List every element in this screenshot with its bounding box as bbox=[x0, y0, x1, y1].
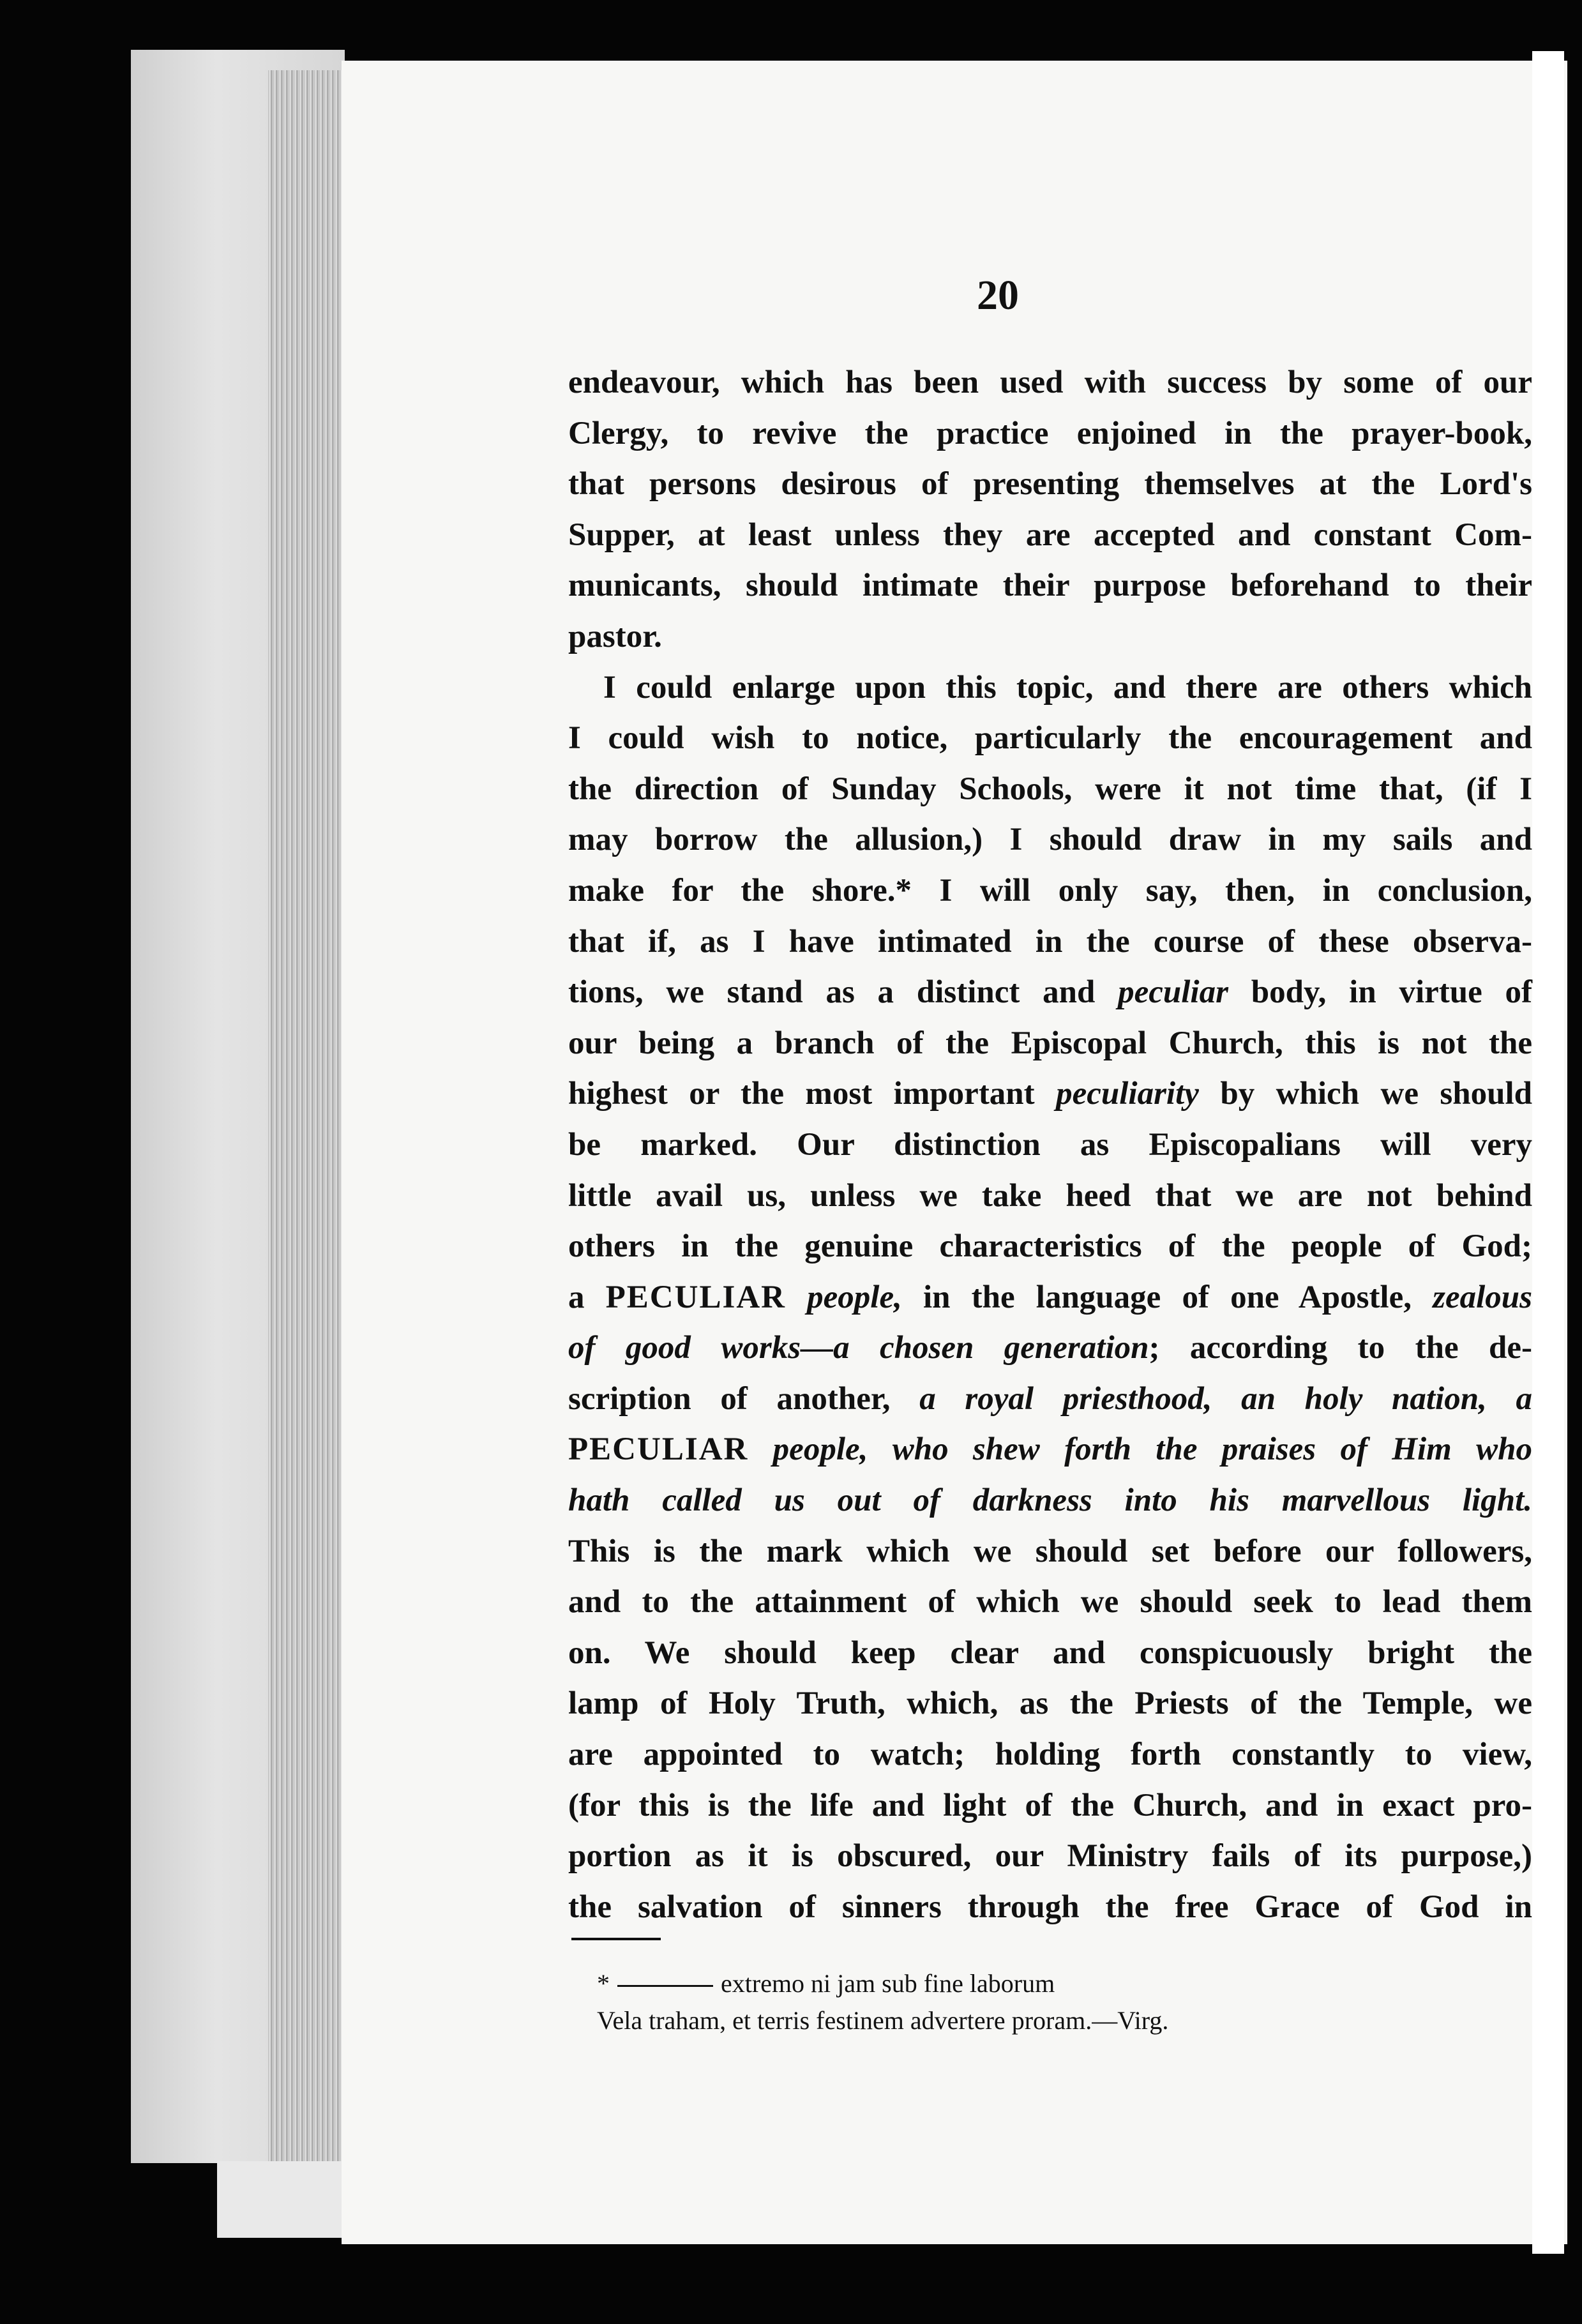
text-line bbox=[568, 1424, 1532, 1475]
footnote-marker: * bbox=[597, 1969, 610, 1998]
text-segment: scription of another, bbox=[568, 1380, 891, 1417]
text-line: others in the genuine characteristics of the people of God; bbox=[568, 1228, 1532, 1265]
text-line bbox=[568, 1374, 1532, 1425]
text-line: I could wish to notice, particularly the encouragement and bbox=[568, 720, 1532, 757]
text-line: lamp of Holy Truth, which, as the Priests of the Temple, we bbox=[568, 1686, 1532, 1722]
italic-segment: peculiar bbox=[1118, 974, 1228, 1011]
text-line: Supper, at least unless they are accepted and constant Com- bbox=[568, 517, 1532, 553]
text-line: endeavour, which has been used with success by some of our bbox=[568, 365, 1532, 400]
text-line: that persons desirous of presenting themselves at the Lord's bbox=[568, 466, 1532, 502]
italic-segment: people, bbox=[786, 1279, 902, 1315]
body-text bbox=[568, 358, 1532, 1933]
text-line: be marked. Our distinction as Episcopalians will very bbox=[568, 1126, 1532, 1163]
text-line: This is the mark which we should set before our followers, bbox=[568, 1533, 1532, 1569]
page-number: 20 bbox=[977, 272, 1019, 319]
text-line bbox=[568, 1272, 1532, 1324]
text-line: I could enlarge upon this topic, and there are others which bbox=[603, 669, 1532, 706]
text-segment: tions, we stand as a distinct and bbox=[568, 974, 1096, 1011]
right-page-edge bbox=[1532, 51, 1564, 2254]
italic-segment: zealous bbox=[1433, 1279, 1532, 1315]
italic-segment: people, who shew forth the praises of Him who bbox=[748, 1431, 1532, 1468]
italic-segment: peculiarity bbox=[1056, 1076, 1199, 1112]
text-line: that if, as I have intimated in the course of these observa- bbox=[568, 923, 1532, 960]
footnote-line bbox=[597, 1965, 1427, 2002]
text-line bbox=[568, 1069, 1532, 1120]
footnote-dash bbox=[617, 1985, 713, 1987]
text-line: on. We should keep clear and conspicuously bright the bbox=[568, 1634, 1532, 1671]
text-line: little avail us, unless we take heed that we are not behind bbox=[568, 1177, 1532, 1214]
text-line: municants, should intimate their purpose beforehand to their bbox=[568, 568, 1532, 604]
text-line: the salvation of sinners through the free Grace of God in bbox=[568, 1889, 1532, 1925]
text-line: hath called us out of darkness into his marvellous light. bbox=[568, 1483, 1532, 1519]
small-caps-segment: PECULIAR bbox=[568, 1431, 749, 1468]
footnote-text: extremo ni jam sub fine laborum bbox=[721, 1969, 1055, 1998]
text-line: pastor. bbox=[568, 618, 662, 654]
text-segment: body, in virtue of bbox=[1228, 974, 1532, 1011]
text-segment: by which we should bbox=[1198, 1076, 1533, 1112]
text-line: make for the shore.* I will only say, then, in conclusion, bbox=[568, 872, 1532, 909]
italic-segment: a bbox=[1486, 1380, 1533, 1417]
page-stack-edge bbox=[268, 70, 345, 2215]
text-line: are appointed to watch; holding forth constantly to view, bbox=[568, 1737, 1532, 1773]
text-segment: highest or the most important bbox=[568, 1076, 1035, 1112]
text-line: portion as it is obscured, our Ministry fails of its purpose,) bbox=[568, 1838, 1532, 1875]
text-segment: in the language of one Apostle, bbox=[901, 1279, 1433, 1315]
footnote-line: Vela traham, et terris festinem advertere proram.—Virg. bbox=[597, 2006, 1169, 2035]
text-line: (for this is the life and light of the Church, and in exact pro- bbox=[568, 1787, 1532, 1823]
text-line bbox=[568, 1323, 1532, 1374]
text-line: the direction of Sunday Schools, were it not time that, (if I bbox=[568, 771, 1532, 807]
text-line: Clergy, to revive the practice enjoined in the prayer-book, bbox=[568, 415, 1532, 451]
italic-segment: of good works—a chosen generation bbox=[568, 1330, 1149, 1366]
small-caps-segment: PECULIAR bbox=[605, 1279, 786, 1315]
text-line: may borrow the allusion,) I should draw in my sails and bbox=[568, 822, 1532, 858]
text-line: and to the attainment of which we should seek to lead them bbox=[568, 1584, 1532, 1620]
text-line: our being a branch of the Episcopal Church, this is not the bbox=[568, 1025, 1532, 1061]
text-segment: ; according to the de- bbox=[1149, 1330, 1532, 1366]
italic-segment: an holy nation, bbox=[1212, 1380, 1487, 1417]
footnote bbox=[597, 1965, 1427, 2039]
text-segment: a bbox=[568, 1279, 585, 1315]
italic-segment: a royal priesthood, bbox=[890, 1380, 1212, 1417]
text-line bbox=[568, 967, 1532, 1018]
footnote-rule bbox=[571, 1938, 661, 1940]
